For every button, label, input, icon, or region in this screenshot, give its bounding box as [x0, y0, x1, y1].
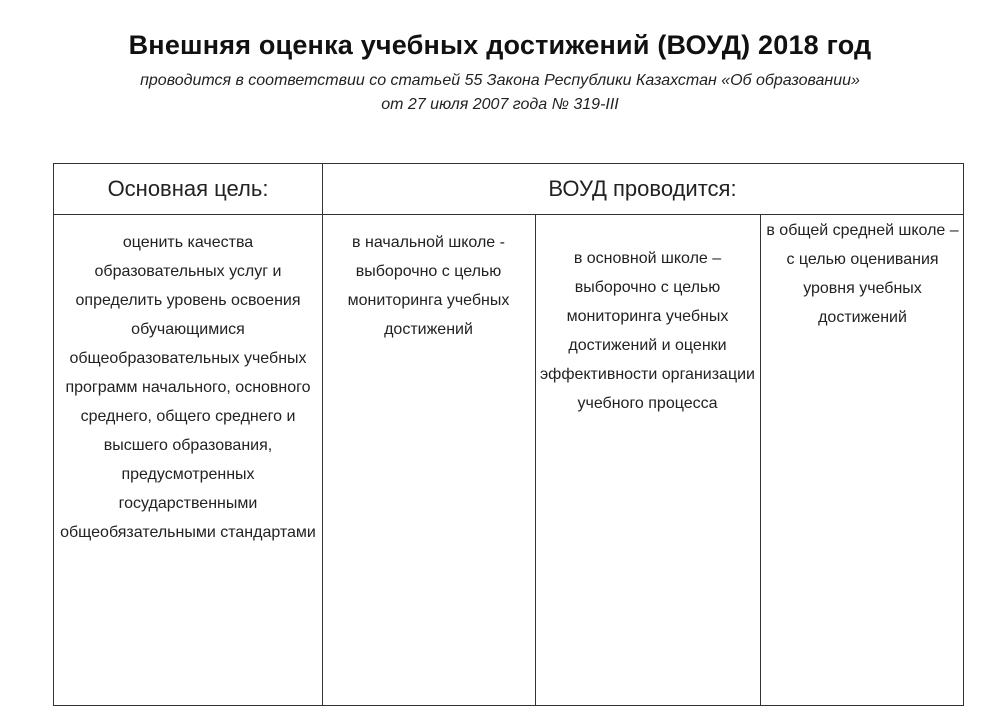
column-divider-1: [535, 214, 536, 705]
basic-school-text: в основной школе – выборочно с целью мониторинга учебных достижений и оценки эффективности организации учебного процесса: [539, 250, 755, 412]
header-goal: Основная цель:: [107, 176, 269, 201]
goal-text: оценить качества образовательных услуг и определить уровень освоения обучающимися общеобразовательных учебных программ начального, основного среднего, общего среднего и высшего образования, предусмотренных государственными общеобязательными стандартами: [60, 234, 316, 541]
page-title: Внешняя оценка учебных достижений (ВОУД) 2018 год: [128, 30, 872, 60]
primary-school-text: в начальной школе - выборочно с целью мониторинга учебных достижений: [347, 234, 510, 338]
voud-table: [53, 163, 964, 706]
subtitle-law-date: от 27 июля 2007 года № 319-III: [381, 96, 619, 113]
header-conducted: ВОУД проводится:: [548, 176, 737, 201]
column-divider-main: [322, 164, 323, 705]
secondary-school-text: в общей средней школе – с целью оценивания уровня учебных достижений: [766, 222, 959, 326]
column-divider-2: [760, 214, 761, 705]
header-divider: [54, 214, 963, 215]
subtitle-law-reference: проводится в соответствии со статьей 55 Закона Республики Казахстан «Об образовании»: [140, 72, 860, 89]
